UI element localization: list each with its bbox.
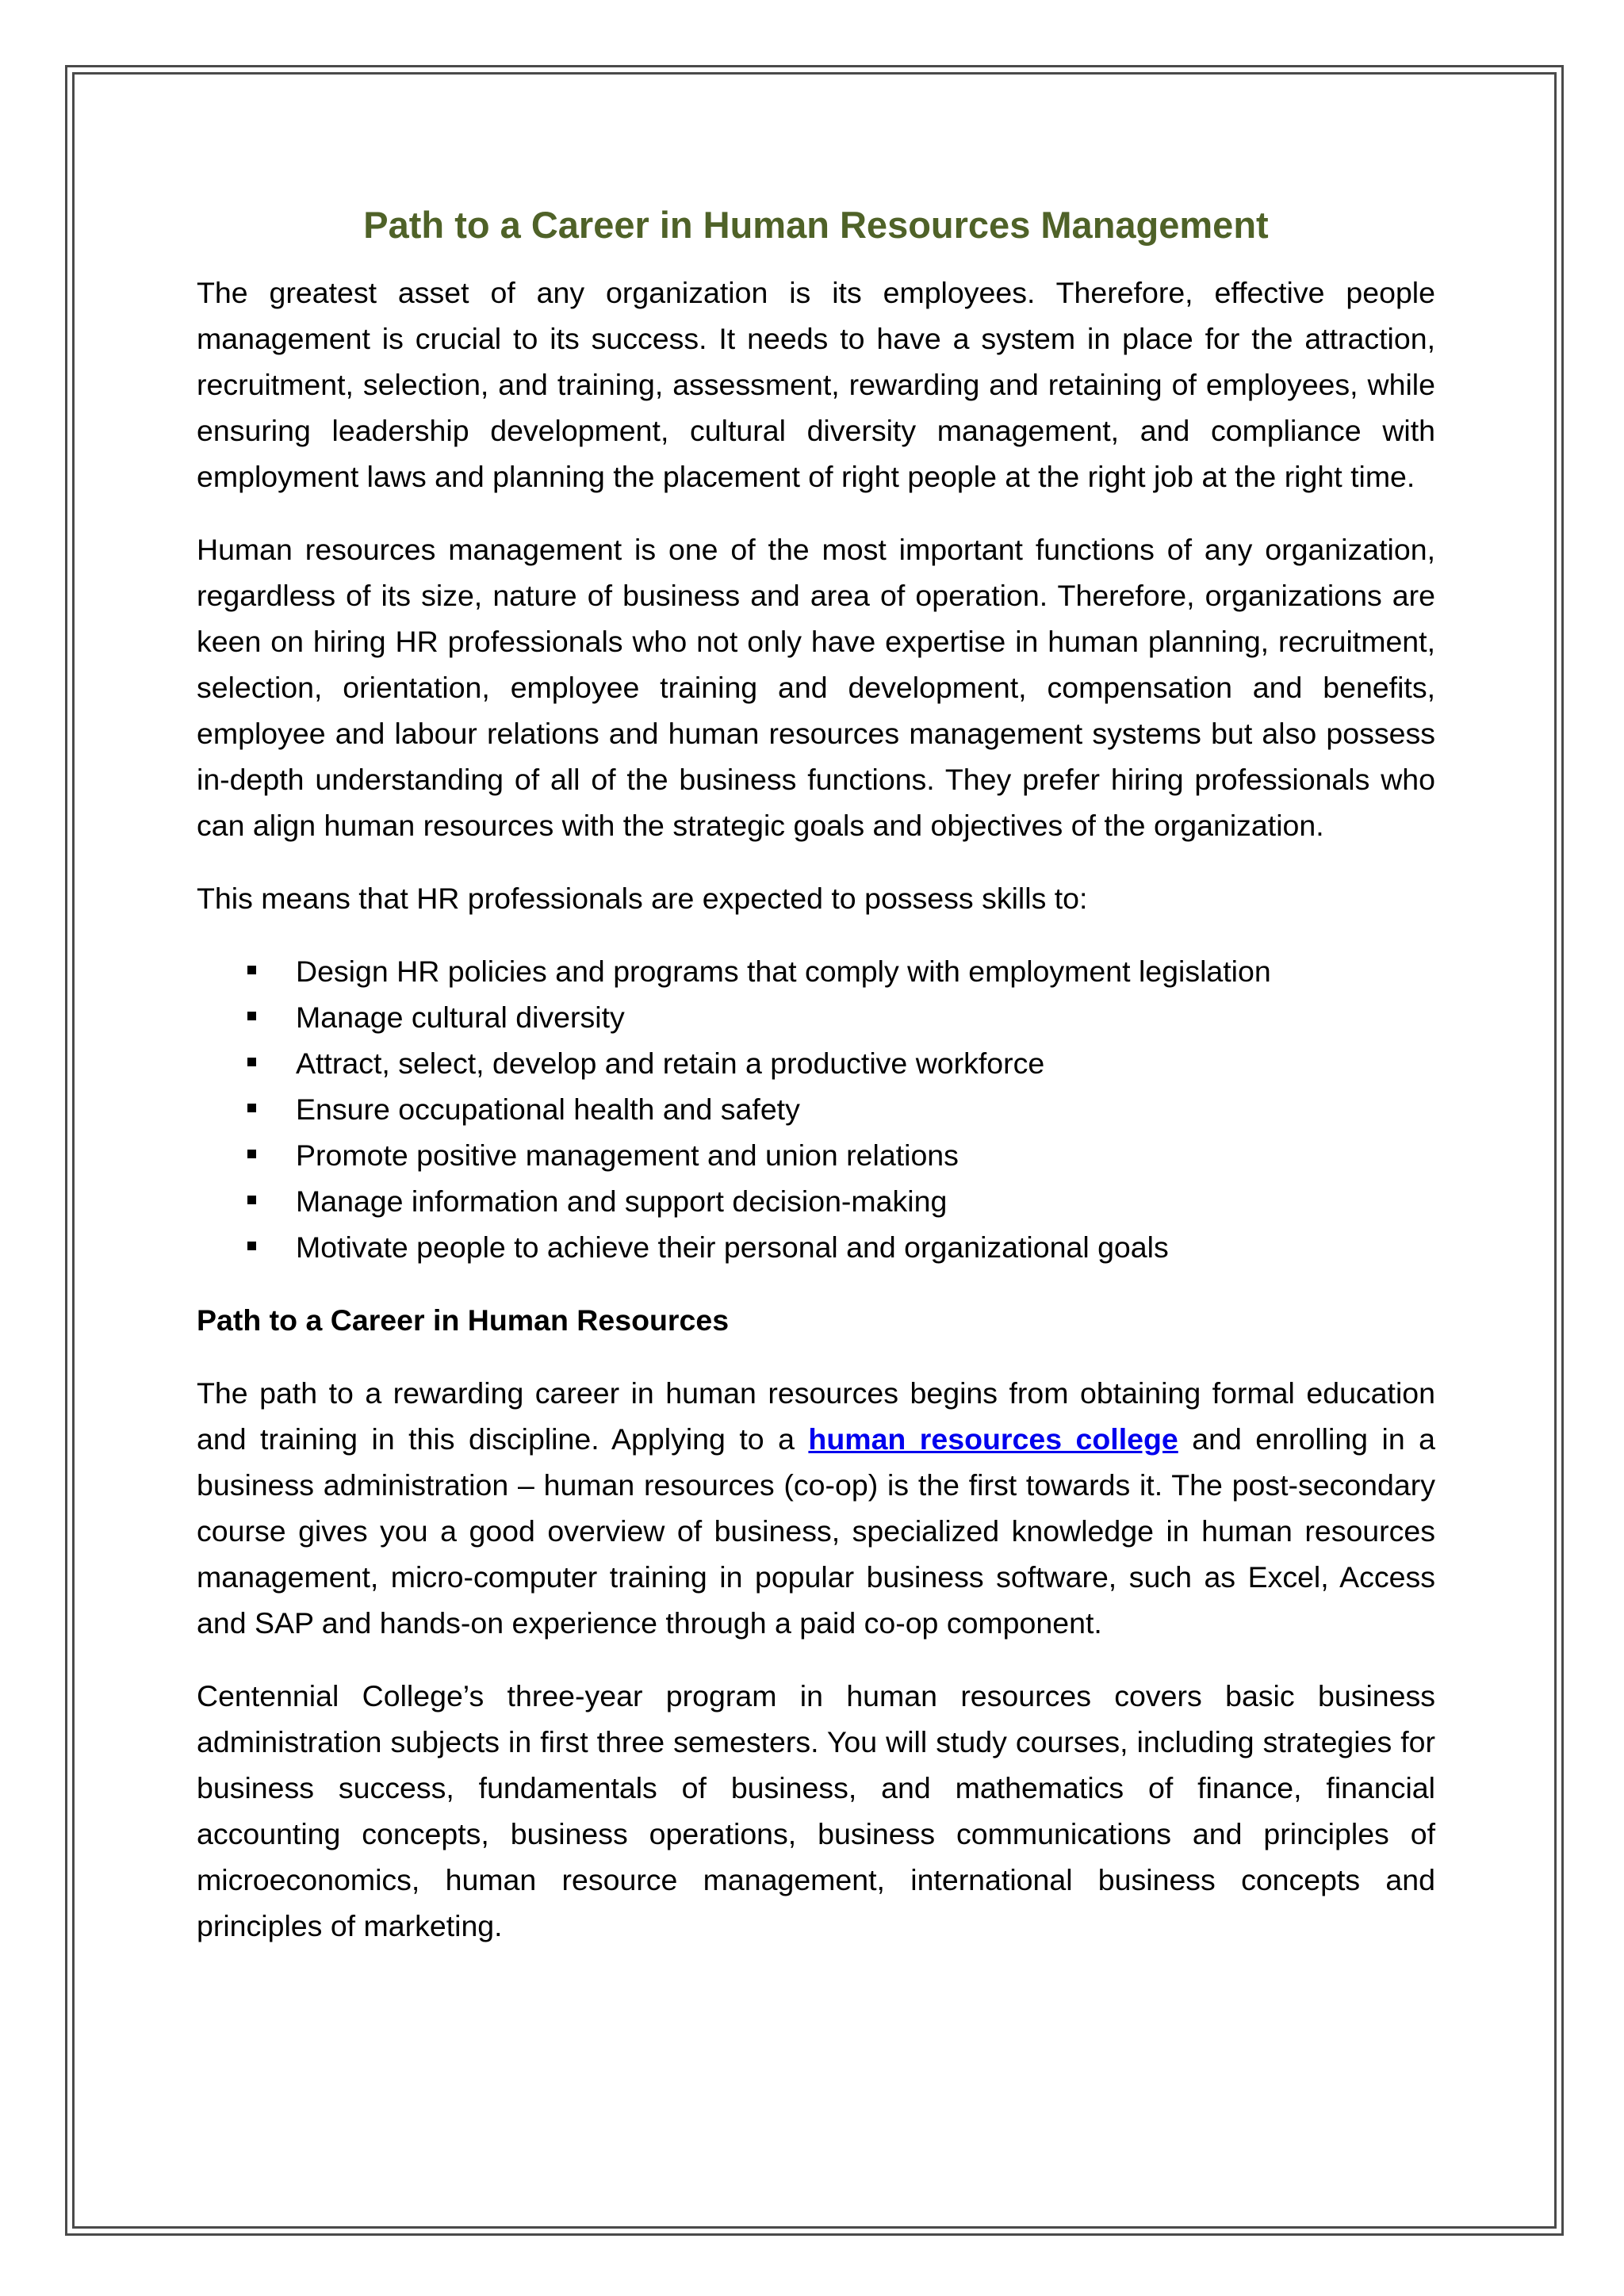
- list-item-text: Manage cultural diversity: [296, 1001, 625, 1034]
- list-item: [197, 1178, 1435, 1224]
- list-item: [197, 1132, 1435, 1178]
- bullet-icon: [247, 1012, 256, 1020]
- paragraph-career-path: [197, 1370, 1435, 1646]
- list-item: [197, 948, 1435, 994]
- list-item-text: Manage information and support decision-making: [296, 1184, 948, 1218]
- page-title: Path to a Career in Human Resources Management: [363, 204, 1269, 246]
- document-body: [197, 197, 1435, 1976]
- bullet-icon: [247, 966, 256, 974]
- paragraph-intro: The greatest asset of any organization is its employees. Therefore, effective people management is crucial to its success. It needs to have a system in place for the attraction, recruitment, selection, and training, assessment, rewarding and retaining of employees, while ensuring leadership development, cultural diversity management, and compliance with employment laws and planning the placement of right people at the right job at the right time.: [197, 276, 1435, 493]
- paragraph-hr-importance: Human resources management is one of the most important functions of any organization, regardless of its size, nature of business and area of operation. Therefore, organizations are keen on hiring HR professionals who not only have expertise in human planning, recruitment, selection, orientation, employee training and development, compensation and benefits, employee and labour relations and human resources management systems but also possess in-depth understanding of all of the business functions. They prefer hiring professionals who can align human resources with the strategic goals and objectives of the organization.: [197, 533, 1435, 842]
- paragraph-text-before-link: The path to a rewarding career in human resources begins from obtaining formal education and training in this discipline. Applying to a: [197, 1376, 1435, 1456]
- skills-list: [197, 948, 1435, 1270]
- list-item-text: Motivate people to achieve their personal and organizational goals: [296, 1230, 1169, 1264]
- list-item: [197, 1224, 1435, 1270]
- list-item: [197, 1040, 1435, 1086]
- paragraph-skills-intro: This means that HR professionals are expected to possess skills to:: [197, 882, 1088, 915]
- bullet-icon: [247, 1196, 256, 1204]
- list-item-text: Ensure occupational health and safety: [296, 1093, 800, 1126]
- list-item-text: Design HR policies and programs that comply with employment legislation: [296, 955, 1271, 988]
- paragraph-text-after-link: and enrolling in a business administration – human resources (co-op) is the first towards it. The post-secondary course gives you a good overview of business, specialized knowledge in human resources management, micro-computer training in popular business software, such as Excel, Access and SAP and hands-on experience through a paid co-op component.: [197, 1422, 1435, 1640]
- bullet-icon: [247, 1150, 256, 1158]
- section-heading: Path to a Career in Human Resources: [197, 1303, 730, 1337]
- list-item-text: Attract, select, develop and retain a productive workforce: [296, 1047, 1045, 1080]
- human-resources-college-link[interactable]: human resources college: [808, 1422, 1178, 1456]
- bullet-icon: [247, 1104, 256, 1112]
- list-item-text: Promote positive management and union relations: [296, 1138, 959, 1172]
- list-item: [197, 994, 1435, 1040]
- bullet-icon: [247, 1058, 256, 1066]
- paragraph-program: Centennial College’s three-year program in human resources covers basic business administration subjects in first three semesters. You will study courses, including strategies for business success, fundamentals of business, and mathematics of finance, financial accounting concepts, business operations, business communications and principles of microeconomics, human resource management, international business concepts and principles of marketing.: [197, 1679, 1435, 1942]
- bullet-icon: [247, 1242, 256, 1250]
- list-item: [197, 1086, 1435, 1132]
